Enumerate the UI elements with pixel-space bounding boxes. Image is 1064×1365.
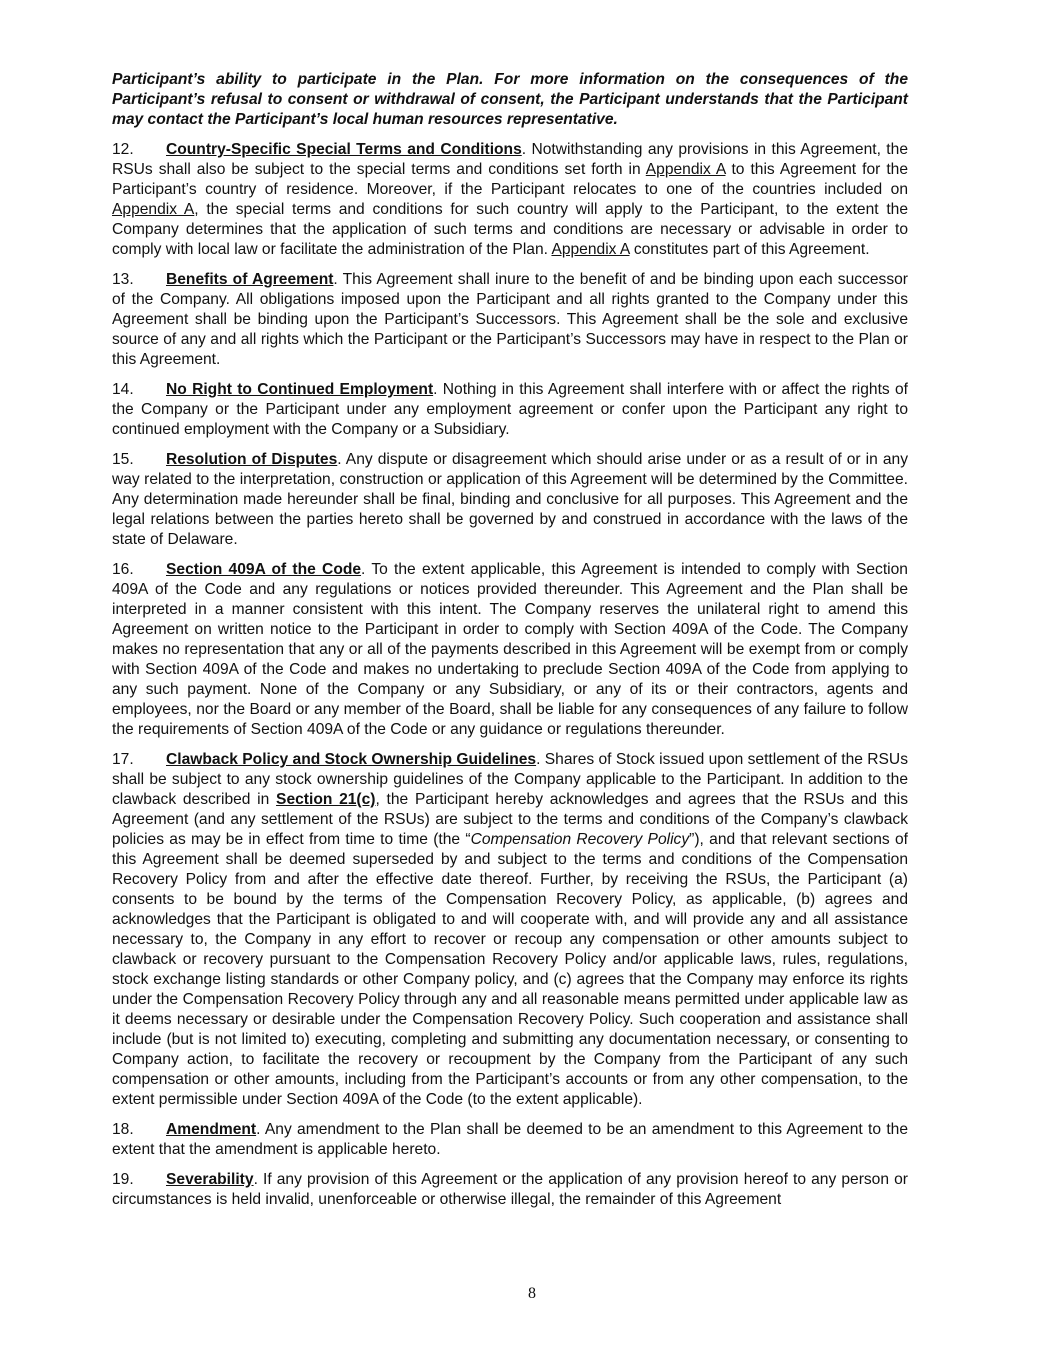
document-page	[112, 70, 908, 1220]
section-18	[112, 1120, 908, 1160]
intro-paragraph: Participant’s ability to participate in the Plan. For more information on the consequences of the Participant’s refusal to consent or withdrawal of consent, the Participant understands that the Participant may contact the Participant’s local human resources representative.	[112, 71, 908, 128]
section-21c-reference: Section 21(c)	[276, 791, 376, 808]
section-heading: Resolution of Disputes	[166, 451, 338, 468]
section-17: 17. Clawback Policy and Stock Ownership Guidelines. Shares of Stock issued upon settlement of the RSUs shall be subject to any stock ownership guidelines of the Company applicable to the Participant. In addition to the clawback described in Section 21(c), the Participant hereby acknowledges and agrees that the RSUs and this Agreement (and any settlement of the RSUs) are subject to the terms and conditions of the Company’s clawback policies as may be in effect from time to time (the “Compensation Recovery Policy”), and that relevant sections of this Agreement shall be deemed superseded by and subject to the terms and conditions of the Compensation Recovery Policy from and after the effective date thereof. Further, by receiving the RSUs, the Participant (a) consents to be bound by the terms of the Compensation Recovery Policy, as applicable, (b) agrees and acknowledges that the Participant is obligated to and will cooperate with, and will provide any and all assistance necessary to, the Company in any effort to recover or recoup any compensation or other amounts subject to clawback or recovery pursuant to the Compensation Recovery Policy and/or applicable laws, rules, regulations, stock exchange listing standards or other Company policy, and (c) agrees that the Company may enforce its rights under the Compensation Recovery Policy through any and all reasonable means permitted under applicable law as it deems necessary or desirable under the Compensation Recovery Policy. Such cooperation and assistance shall include (but is not limited to) executing, completing and submitting any documentation necessary, or consenting to Company action, to facilitate the recovery or recoupment by the Company from the Participant of any such compensation or other amounts, including from the Participant’s accounts or from any other compensation, to the extent permissible under Section 409A of the Code (to the extent applicable).	[112, 751, 908, 1108]
section-number: 16.	[112, 561, 134, 578]
section-number: 12.	[112, 141, 134, 158]
section-text: . To the extent applicable, this Agreement is intended to comply with Section 409A of the Code and any regulations or notices provided thereunder. This Agreement and the Plan shall be interpreted in a manner consistent with this intent. The Company reserves the unilateral right to amend this Agreement on written notice to the Participant in order to comply with Section 409A of the Code. The Company makes no representation that any or all of the payments described in this Agreement will be exempt from or comply with Section 409A of the Code and makes no undertaking to preclude Section 409A of the Code from applying to any such payment. None of the Company or any Subsidiary, or any of its or their contractors, agents and employees, nor the Board or any member of the Board, shall be liable for any consequences of any failure to follow the requirements of Section 409A of the Code or any guidance or regulations thereunder.	[112, 561, 908, 738]
section-number: 19.	[112, 1171, 134, 1188]
section-heading: Amendment	[166, 1121, 257, 1138]
section-number: 13.	[112, 271, 134, 288]
section-heading: No Right to Continued Employment	[166, 381, 434, 398]
section-text: . Nothing in this Agreement shall interfere with or affect the rights of the Company or the Participant under any employment agreement or confer upon the Participant any right to continued employment with the Company or a Subsidiary.	[112, 381, 908, 438]
section-text: . If any provision of this Agreement or the application of any provision hereof to any person or circumstances is held invalid, unenforceable or otherwise illegal, the remainder of this Agreement	[112, 1171, 908, 1208]
section-16	[112, 560, 908, 740]
appendix-a-reference: Appendix A	[645, 161, 726, 178]
section-heading: Country-Specific Special Terms and Conditions	[166, 141, 522, 158]
section-number: 18.	[112, 1121, 134, 1138]
section-heading: Benefits of Agreement	[166, 271, 334, 288]
section-heading: Section 409A of the Code	[166, 561, 362, 578]
section-13	[112, 270, 908, 370]
section-heading: Clawback Policy and Stock Ownership Guidelines	[166, 751, 537, 768]
section-text: . Any amendment to the Plan shall be deemed to be an amendment to this Agreement to the extent that the amendment is applicable hereto.	[112, 1121, 908, 1158]
section-14	[112, 380, 908, 440]
section-number: 14.	[112, 381, 134, 398]
section-15	[112, 450, 908, 550]
section-number: 15.	[112, 451, 134, 468]
section-19	[112, 1170, 908, 1210]
appendix-a-reference: Appendix A	[112, 201, 195, 218]
defined-term: Compensation Recovery Policy	[470, 831, 690, 848]
section-number: 17.	[112, 751, 134, 768]
page-number: 8	[528, 1285, 536, 1302]
section-12: 12. Country-Specific Special Terms and Conditions. Notwithstanding any provisions in this Agreement, the RSUs shall also be subject to the special terms and conditions set forth in Appendix A to this Agreement for the Participant’s country of residence. Moreover, if the Participant relocates to one of the countries included on Appendix A, the special terms and conditions for such country will apply to the Participant, to the extent the Company determines that the application of such terms and conditions are necessary or advisable in order to comply with local law or facilitate the administration of the Plan. Appendix A constitutes part of this Agreement.	[112, 141, 909, 258]
section-heading: Severability	[166, 1171, 254, 1188]
appendix-a-reference: Appendix A	[551, 241, 630, 258]
section-text: . This Agreement shall inure to the benefit of and be binding upon each successor of the Company. All obligations imposed upon the Participant and all rights granted to the Company under this Agreement shall be binding upon the Participant’s Successors. This Agreement shall be the sole and exclusive source of any and all rights which the Participant or the Participant’s Successors may have in respect to the Plan or this Agreement.	[112, 271, 908, 368]
section-text: . Any dispute or disagreement which should arise under or as a result of or in any way related to the interpretation, construction or application of this Agreement will be determined by the Committee. Any determination made hereunder shall be final, binding and conclusive for all purposes. This Agreement and the legal relations between the parties hereto shall be governed by and construed in accordance with the laws of the state of Delaware.	[112, 451, 908, 548]
